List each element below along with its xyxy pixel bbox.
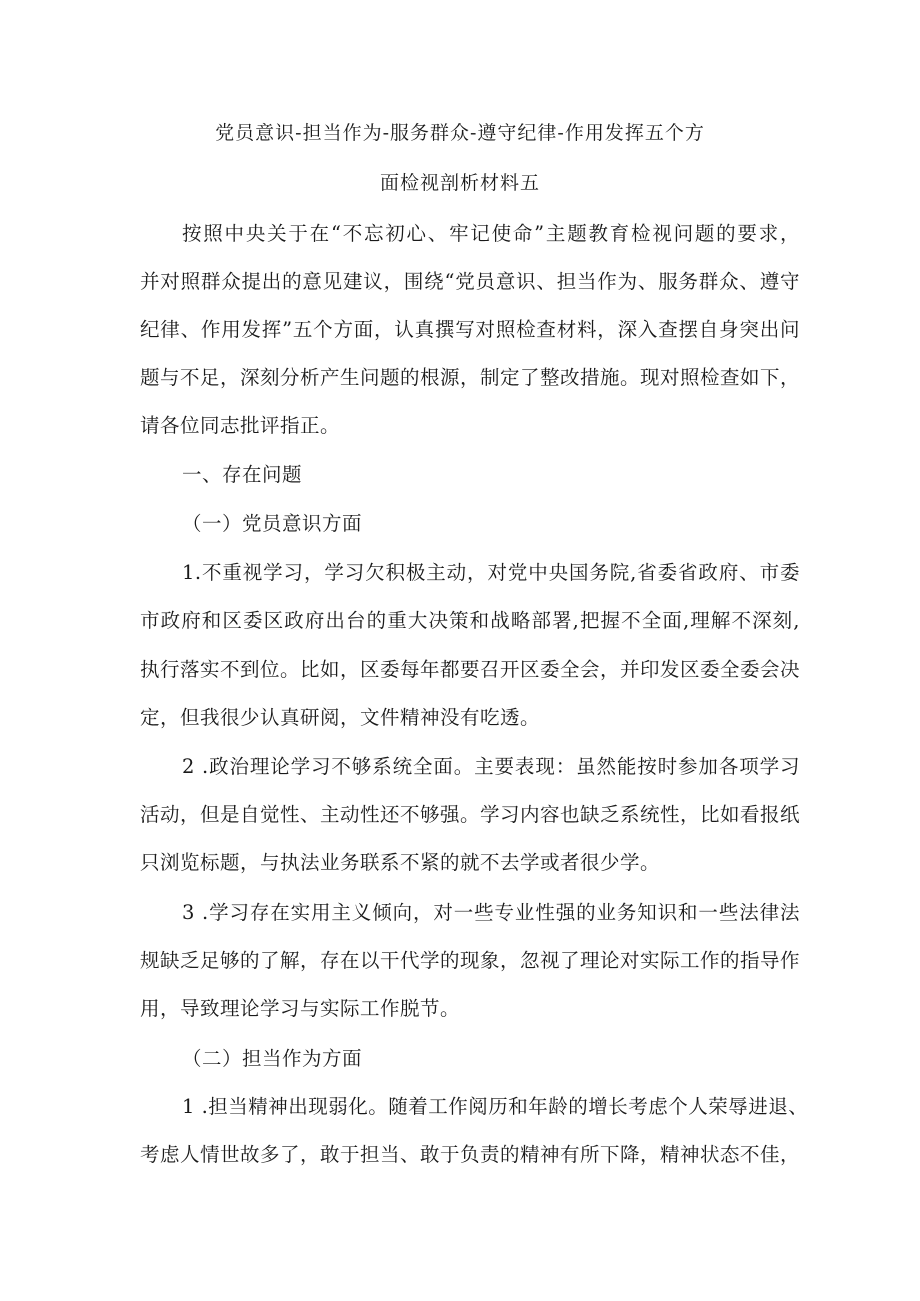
section-heading: 一、存在问题 bbox=[182, 463, 303, 486]
intro-line: 请各位同志批评指正。 bbox=[140, 414, 341, 437]
paragraph-line: 3 .学习存在实用主义倾向，对一些专业性强的业务知识和一些法律法 bbox=[182, 901, 800, 924]
subsection-heading: （二）担当作为方面 bbox=[182, 1047, 363, 1070]
document-title-line-2: 面检视剖析材料五 bbox=[379, 172, 540, 194]
paragraph-line: 只浏览标题，与执法业务联系不紧的就不去学或者很少学。 bbox=[140, 851, 661, 874]
paragraph-line: 考虑人情世故多了，敢于担当、敢于负责的精神有所下降，精神状态不佳， bbox=[140, 1143, 801, 1166]
subsection-heading: （一）党员意识方面 bbox=[182, 512, 363, 535]
paragraph-line: 1.不重视学习，学习欠积极主动，对党中央国务院,省委省政府、市委 bbox=[182, 561, 800, 584]
paragraph-line: 市政府和区委区政府出台的重大决策和战略部署,把握不全面,理解不深刻, bbox=[140, 609, 800, 632]
paragraph-line: 执行落实不到位。比如，区委每年都要召开区委全会，并印发区委全委会决 bbox=[140, 658, 801, 681]
paragraph-line: 2 .政治理论学习不够系统全面。主要表现：虽然能按时参加各项学习 bbox=[182, 755, 800, 778]
intro-line: 并对照群众提出的意见建议，围绕“党员意识、担当作为、服务群众、遵守 bbox=[140, 270, 800, 293]
intro-line: 纪律、作用发挥”五个方面，认真撰写对照检查材料，深入查摆自身突出问 bbox=[140, 318, 800, 341]
intro-line: 题与不足，深刻分析产生问题的根源，制定了整改措施。现对照检查如下， bbox=[140, 366, 801, 389]
paragraph-line: 定，但我很少认真研阅，文件精神没有吃透。 bbox=[140, 706, 541, 729]
paragraph-line: 规缺乏足够的了解，存在以干代学的现象，忽视了理论对实际工作的指导作 bbox=[140, 949, 801, 972]
paragraph-line: 1 .担当精神出现弱化。随着工作阅历和年龄的增长考虑个人荣辱进退、 bbox=[182, 1095, 809, 1118]
intro-line: 按照中央关于在“不忘初心、牢记使命”主题教育检视问题的要求， bbox=[182, 222, 800, 245]
document-title-line-1: 党员意识-担当作为-服务群众-遵守纪律-作用发挥五个方 bbox=[215, 122, 705, 144]
paragraph-line: 活动，但是自觉性、主动性还不够强。学习内容也缺乏系统性，比如看报纸 bbox=[140, 803, 801, 826]
paragraph-line: 用，导致理论学习与实际工作脱节。 bbox=[140, 997, 461, 1020]
